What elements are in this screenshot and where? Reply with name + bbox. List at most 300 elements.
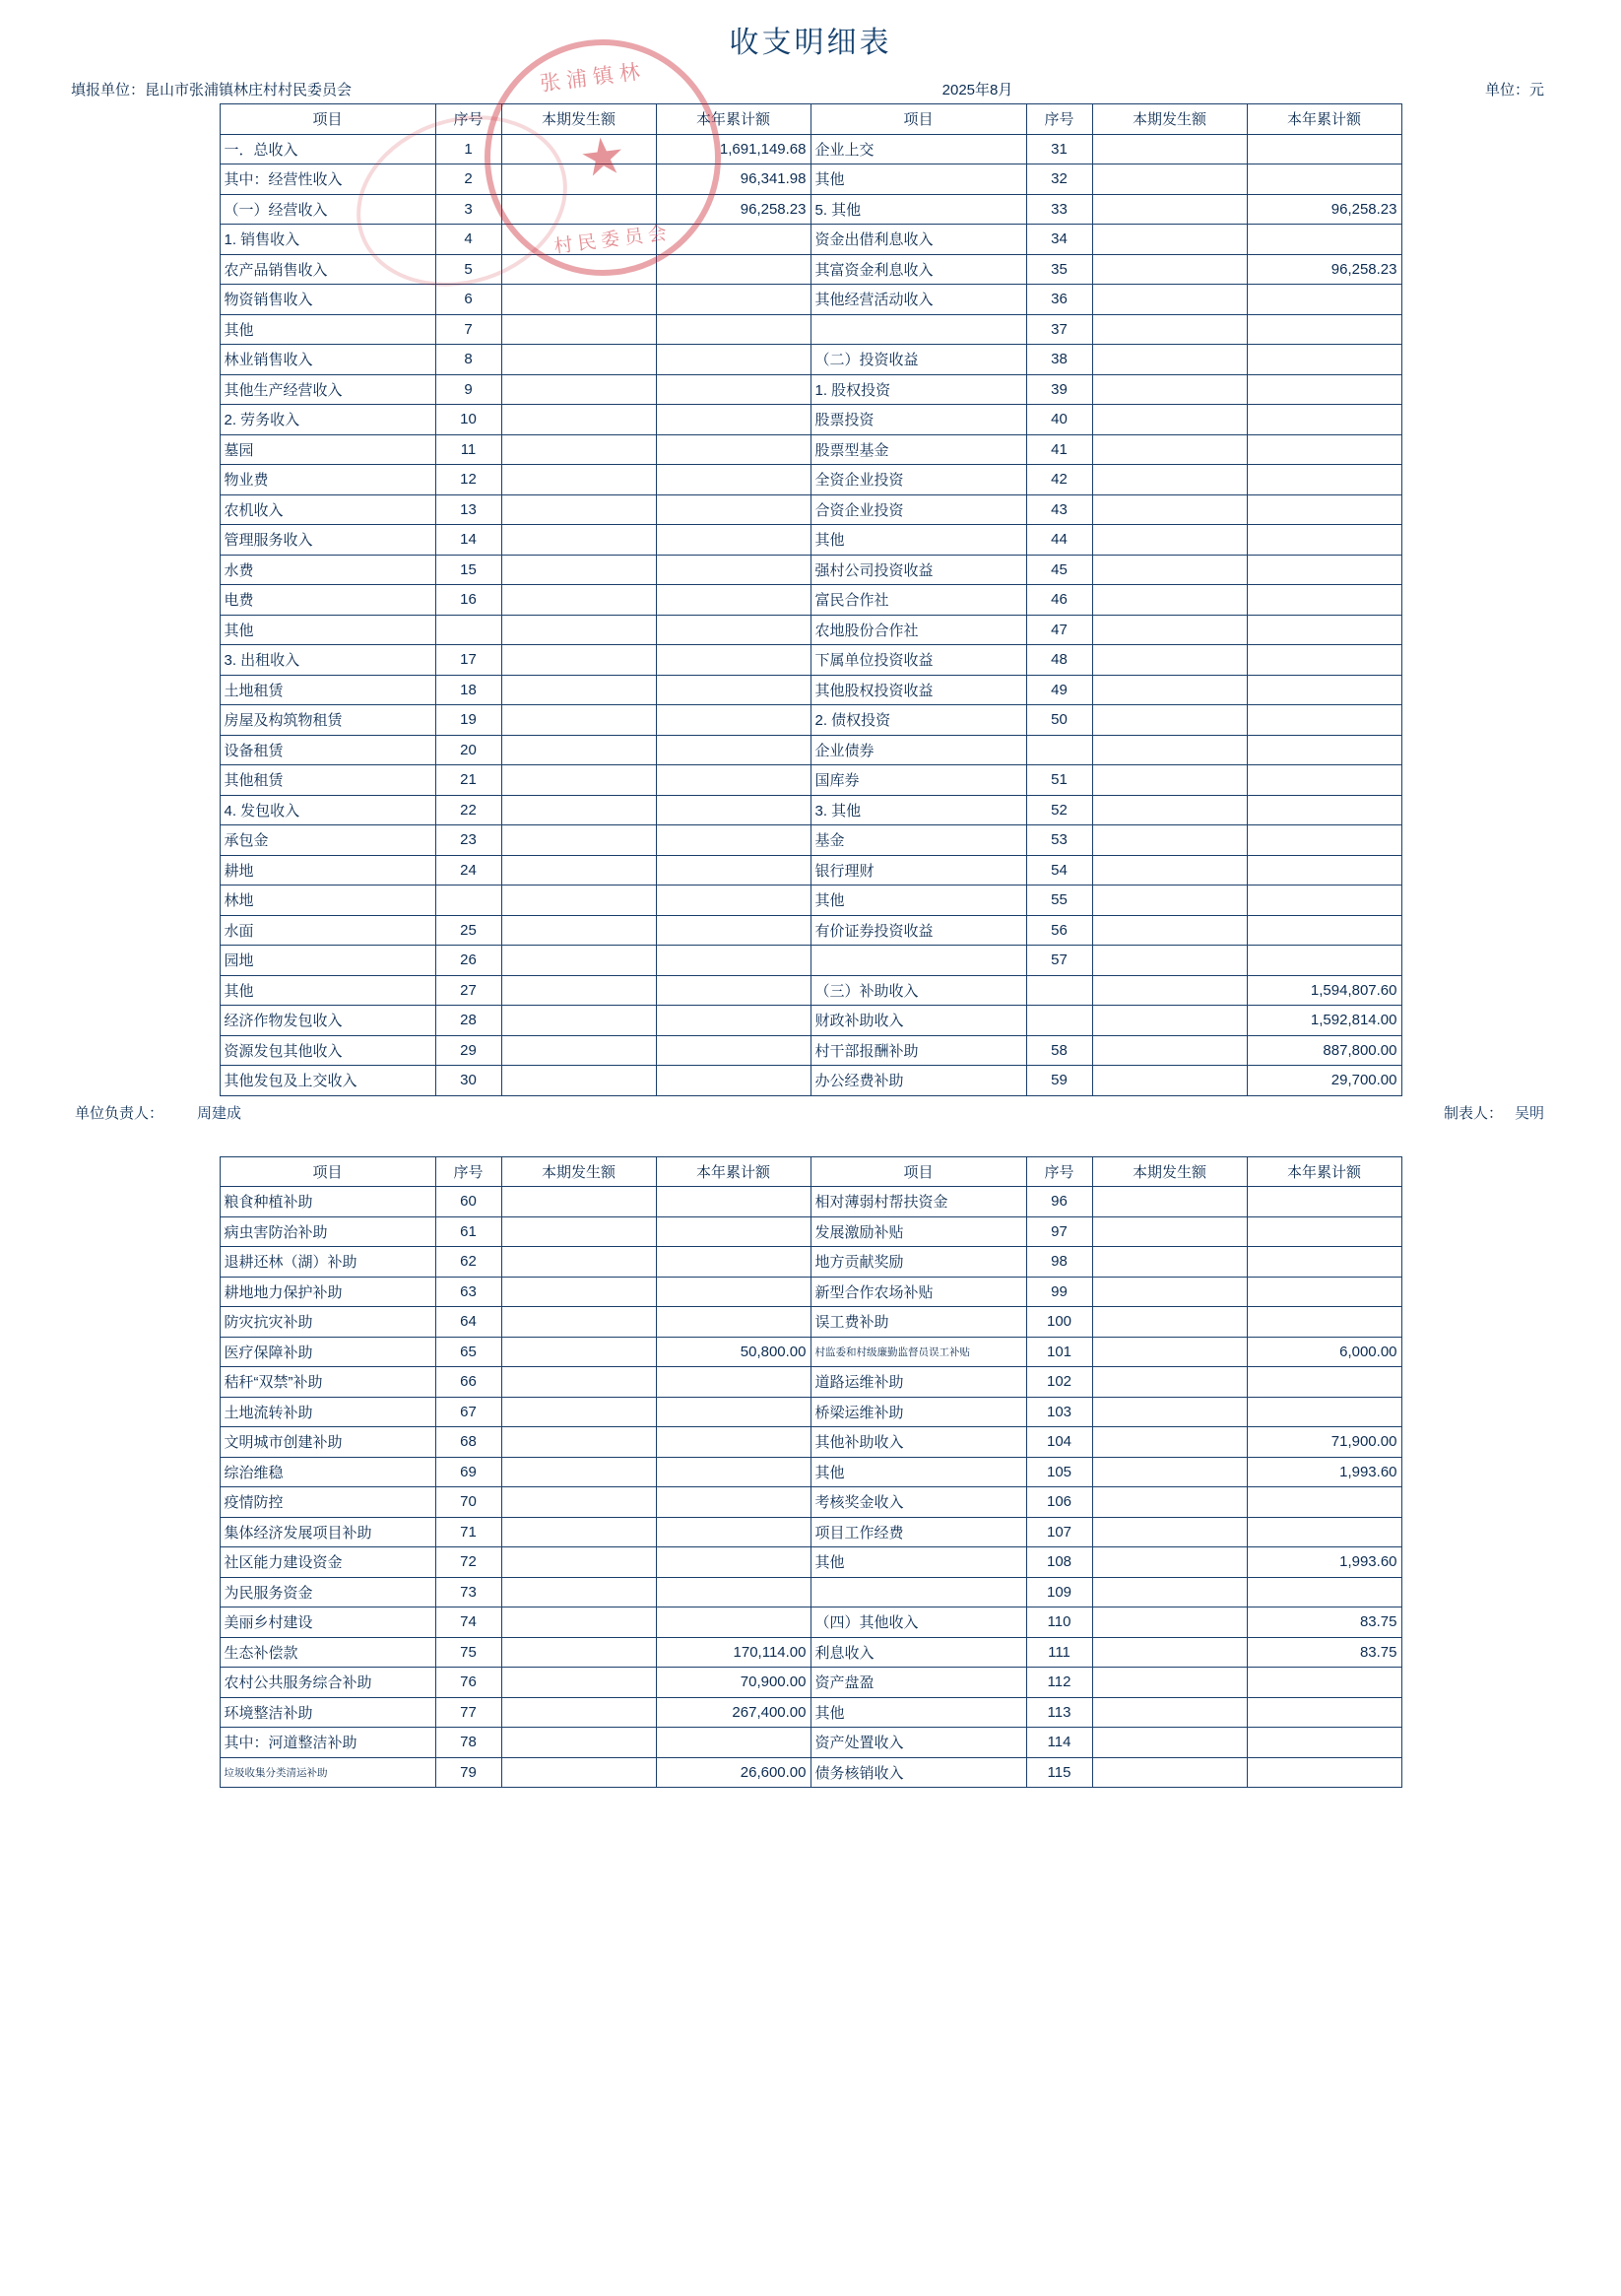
row-seq-no-right: 111 — [1026, 1637, 1092, 1668]
row-item-label-right: 发展激励补贴 — [810, 1216, 1026, 1247]
row-item-label-left: 林地 — [220, 886, 435, 916]
row-accumulated-amount-left — [656, 1307, 810, 1338]
row-accumulated-amount-left: 1,691,149.68 — [656, 134, 810, 164]
preparer-label: 制表人： — [1443, 1104, 1503, 1122]
row-current-amount-left — [501, 254, 656, 285]
row-current-amount-left — [501, 374, 656, 405]
seal-bottom-text: 村民委员会 — [552, 223, 674, 258]
row-seq-no-left: 60 — [435, 1187, 501, 1217]
row-item-label-left: 病虫害防治补助 — [220, 1216, 435, 1247]
table-row — [220, 525, 1401, 556]
row-current-amount-right — [1092, 374, 1247, 405]
row-item-label-left: 生态补偿款 — [220, 1637, 435, 1668]
row-accumulated-amount-left — [656, 465, 810, 495]
row-item-label-right: 新型合作农场补贴 — [810, 1277, 1026, 1307]
header-current-left-2: 本期发生额 — [501, 1156, 656, 1187]
row-seq-no-left: 68 — [435, 1427, 501, 1458]
row-current-amount-right — [1092, 1607, 1247, 1638]
table-row — [220, 194, 1401, 225]
header-accumulated-right-2: 本年累计额 — [1247, 1156, 1401, 1187]
row-item-label-right: 企业上交 — [810, 134, 1026, 164]
row-item-label-right — [810, 1577, 1026, 1607]
row-accumulated-amount-left: 96,341.98 — [656, 164, 810, 195]
row-seq-no-right: 37 — [1026, 314, 1092, 345]
row-current-amount-left — [501, 585, 656, 616]
table-row — [220, 735, 1401, 765]
row-current-amount-left — [501, 1547, 656, 1578]
table-row — [220, 1668, 1401, 1698]
row-current-amount-right — [1092, 645, 1247, 676]
row-item-label-left: 其他 — [220, 975, 435, 1006]
row-current-amount-right — [1092, 585, 1247, 616]
row-item-label-left: 园地 — [220, 946, 435, 976]
row-item-label-right: 考核奖金收入 — [810, 1487, 1026, 1518]
row-current-amount-left — [501, 765, 656, 796]
row-seq-no-right: 31 — [1026, 134, 1092, 164]
row-accumulated-amount-right: 1,993.60 — [1247, 1457, 1401, 1487]
row-seq-no-left: 75 — [435, 1637, 501, 1668]
row-current-amount-left — [501, 1247, 656, 1278]
table-row — [220, 1367, 1401, 1398]
row-current-amount-left — [501, 1487, 656, 1518]
row-current-amount-left — [501, 225, 656, 255]
row-current-amount-left — [501, 675, 656, 705]
table-row — [220, 1577, 1401, 1607]
row-current-amount-right — [1092, 1337, 1247, 1367]
row-accumulated-amount-right — [1247, 1728, 1401, 1758]
table-row — [220, 1006, 1401, 1036]
row-current-amount-left — [501, 1637, 656, 1668]
row-current-amount-right — [1092, 1547, 1247, 1578]
row-accumulated-amount-left — [656, 1006, 810, 1036]
row-item-label-left: 物资销售收入 — [220, 285, 435, 315]
row-item-label-left: 经济作物发包收入 — [220, 1006, 435, 1036]
row-current-amount-right — [1092, 705, 1247, 736]
row-seq-no-right: 97 — [1026, 1216, 1092, 1247]
table-row — [220, 405, 1401, 435]
row-item-label-left: 农产品销售收入 — [220, 254, 435, 285]
row-seq-no-right: 56 — [1026, 915, 1092, 946]
table-row — [220, 855, 1401, 886]
row-seq-no-right: 57 — [1026, 946, 1092, 976]
table-row — [220, 254, 1401, 285]
row-current-amount-left — [501, 1397, 656, 1427]
row-current-amount-right — [1092, 285, 1247, 315]
row-seq-no-left: 29 — [435, 1035, 501, 1066]
row-item-label-right — [810, 946, 1026, 976]
row-accumulated-amount-right — [1247, 1487, 1401, 1518]
row-current-amount-right — [1092, 164, 1247, 195]
table-row — [220, 1487, 1401, 1518]
table-row — [220, 1697, 1401, 1728]
table-row — [220, 645, 1401, 676]
table-row — [220, 225, 1401, 255]
row-item-label-right: 债务核销收入 — [810, 1757, 1026, 1788]
header-accumulated-right: 本年累计额 — [1247, 104, 1401, 135]
row-current-amount-left — [501, 194, 656, 225]
header-accumulated-left-2: 本年累计额 — [656, 1156, 810, 1187]
table-row — [220, 1187, 1401, 1217]
row-seq-no-right: 34 — [1026, 225, 1092, 255]
row-accumulated-amount-left — [656, 314, 810, 345]
row-accumulated-amount-right — [1247, 314, 1401, 345]
row-seq-no-left: 25 — [435, 915, 501, 946]
row-item-label-left: 秸秆“双禁”补助 — [220, 1367, 435, 1398]
row-item-label-right: 资产盘盈 — [810, 1668, 1026, 1698]
row-item-label-left: 其中：经营性收入 — [220, 164, 435, 195]
table-row — [220, 795, 1401, 825]
row-accumulated-amount-left — [656, 795, 810, 825]
income-detail-table-part2 — [220, 1156, 1402, 1789]
row-item-label-right: 合资企业投资 — [810, 494, 1026, 525]
row-seq-no-right: 52 — [1026, 795, 1092, 825]
row-current-amount-left — [501, 1337, 656, 1367]
row-seq-no-left: 27 — [435, 975, 501, 1006]
row-seq-no-right: 107 — [1026, 1517, 1092, 1547]
row-accumulated-amount-left — [656, 585, 810, 616]
row-current-amount-left — [501, 615, 656, 645]
row-item-label-left: 物业费 — [220, 465, 435, 495]
row-accumulated-amount-left — [656, 615, 810, 645]
row-item-label-right: 其他 — [810, 886, 1026, 916]
row-item-label-left: 土地流转补助 — [220, 1397, 435, 1427]
row-accumulated-amount-left — [656, 555, 810, 585]
row-current-amount-left — [501, 345, 656, 375]
row-current-amount-right — [1092, 735, 1247, 765]
row-current-amount-right — [1092, 194, 1247, 225]
row-current-amount-left — [501, 1457, 656, 1487]
signature-row-1 — [75, 1102, 1544, 1123]
row-item-label-right: （三）补助收入 — [810, 975, 1026, 1006]
row-seq-no-right: 114 — [1026, 1728, 1092, 1758]
row-accumulated-amount-left — [656, 405, 810, 435]
row-seq-no-right: 96 — [1026, 1187, 1092, 1217]
row-accumulated-amount-right: 83.75 — [1247, 1607, 1401, 1638]
row-accumulated-amount-right — [1247, 1668, 1401, 1698]
row-accumulated-amount-left: 267,400.00 — [656, 1697, 810, 1728]
row-current-amount-left — [501, 1307, 656, 1338]
row-accumulated-amount-left — [656, 825, 810, 856]
row-seq-no-left: 78 — [435, 1728, 501, 1758]
row-accumulated-amount-left — [656, 1247, 810, 1278]
row-current-amount-right — [1092, 1637, 1247, 1668]
row-accumulated-amount-right — [1247, 225, 1401, 255]
reporting-unit — [71, 79, 352, 99]
row-item-label-left: 2. 劳务收入 — [220, 405, 435, 435]
row-accumulated-amount-left: 50,800.00 — [656, 1337, 810, 1367]
row-seq-no-left: 14 — [435, 525, 501, 556]
row-current-amount-right — [1092, 1035, 1247, 1066]
row-item-label-left: 环境整洁补助 — [220, 1697, 435, 1728]
row-seq-no-right: 40 — [1026, 405, 1092, 435]
row-accumulated-amount-left — [656, 705, 810, 736]
table-row — [220, 765, 1401, 796]
row-current-amount-right — [1092, 1307, 1247, 1338]
row-current-amount-right — [1092, 314, 1247, 345]
row-current-amount-left — [501, 1187, 656, 1217]
row-accumulated-amount-right — [1247, 1517, 1401, 1547]
row-accumulated-amount-left — [656, 675, 810, 705]
row-seq-no-left: 19 — [435, 705, 501, 736]
row-item-label-right: 其他 — [810, 164, 1026, 195]
row-item-label-right: 股票型基金 — [810, 434, 1026, 465]
row-current-amount-right — [1092, 465, 1247, 495]
row-item-label-left: 其他 — [220, 314, 435, 345]
row-current-amount-right — [1092, 946, 1247, 976]
row-accumulated-amount-left: 96,258.23 — [656, 194, 810, 225]
row-accumulated-amount-left — [656, 1427, 810, 1458]
row-current-amount-right — [1092, 434, 1247, 465]
row-seq-no-right: 54 — [1026, 855, 1092, 886]
row-seq-no-right: 42 — [1026, 465, 1092, 495]
row-current-amount-left — [501, 795, 656, 825]
row-item-label-left: 管理服务收入 — [220, 525, 435, 556]
table-row — [220, 134, 1401, 164]
row-item-label-right: 其他补助收入 — [810, 1427, 1026, 1458]
row-current-amount-right — [1092, 134, 1247, 164]
row-seq-no-right: 106 — [1026, 1487, 1092, 1518]
row-seq-no-left: 72 — [435, 1547, 501, 1578]
row-item-label-left: 4. 发包收入 — [220, 795, 435, 825]
row-accumulated-amount-right — [1247, 615, 1401, 645]
row-accumulated-amount-right — [1247, 886, 1401, 916]
row-seq-no-right — [1026, 735, 1092, 765]
row-accumulated-amount-right: 1,592,814.00 — [1247, 1006, 1401, 1036]
row-item-label-right: （二）投资收益 — [810, 345, 1026, 375]
row-item-label-right: 误工费补助 — [810, 1307, 1026, 1338]
table-row — [220, 434, 1401, 465]
row-current-amount-right — [1092, 1697, 1247, 1728]
row-item-label-right: 股票投资 — [810, 405, 1026, 435]
row-seq-no-right: 59 — [1026, 1066, 1092, 1096]
row-current-amount-right — [1092, 555, 1247, 585]
row-current-amount-right — [1092, 765, 1247, 796]
table-row — [220, 675, 1401, 705]
row-accumulated-amount-right — [1247, 1216, 1401, 1247]
row-current-amount-right — [1092, 1216, 1247, 1247]
row-seq-no-left: 23 — [435, 825, 501, 856]
row-seq-no-left: 6 — [435, 285, 501, 315]
row-accumulated-amount-left — [656, 1457, 810, 1487]
row-seq-no-right: 100 — [1026, 1307, 1092, 1338]
row-seq-no-right: 39 — [1026, 374, 1092, 405]
row-seq-no-right: 99 — [1026, 1277, 1092, 1307]
row-seq-no-right: 112 — [1026, 1668, 1092, 1698]
row-item-label-right: （四）其他收入 — [810, 1607, 1026, 1638]
row-item-label-right: 办公经费补助 — [810, 1066, 1026, 1096]
row-seq-no-left: 1 — [435, 134, 501, 164]
row-accumulated-amount-right — [1247, 915, 1401, 946]
row-accumulated-amount-right — [1247, 555, 1401, 585]
row-seq-no-right: 49 — [1026, 675, 1092, 705]
row-item-label-left: 综治维稳 — [220, 1457, 435, 1487]
header-item-right: 项目 — [810, 104, 1026, 135]
row-item-label-left: 其他租赁 — [220, 765, 435, 796]
row-item-label-right: 基金 — [810, 825, 1026, 856]
row-seq-no-right: 53 — [1026, 825, 1092, 856]
row-seq-no-left: 24 — [435, 855, 501, 886]
header-current-right: 本期发生额 — [1092, 104, 1247, 135]
row-accumulated-amount-left — [656, 1216, 810, 1247]
report-period: 2025年8月 — [941, 82, 1013, 98]
meta-row — [71, 79, 1544, 99]
row-item-label-right: 村监委和村级廉勤监督员误工补贴 — [810, 1337, 1026, 1367]
row-item-label-left: 墓园 — [220, 434, 435, 465]
row-current-amount-left — [501, 1035, 656, 1066]
row-item-label-right: 利息收入 — [810, 1637, 1026, 1668]
row-seq-no-right: 104 — [1026, 1427, 1092, 1458]
table-row — [220, 705, 1401, 736]
row-current-amount-right — [1092, 975, 1247, 1006]
row-accumulated-amount-left: 170,114.00 — [656, 1637, 810, 1668]
row-item-label-right: 资金出借利息收入 — [810, 225, 1026, 255]
row-accumulated-amount-left — [656, 1607, 810, 1638]
header-accumulated-left: 本年累计额 — [656, 104, 810, 135]
row-item-label-right: 地方贡献奖励 — [810, 1247, 1026, 1278]
row-accumulated-amount-left — [656, 434, 810, 465]
row-current-amount-right — [1092, 825, 1247, 856]
row-item-label-left: 一．总收入 — [220, 134, 435, 164]
row-accumulated-amount-right: 1,993.60 — [1247, 1547, 1401, 1578]
row-current-amount-right — [1092, 795, 1247, 825]
row-accumulated-amount-right: 83.75 — [1247, 1637, 1401, 1668]
row-accumulated-amount-right — [1247, 374, 1401, 405]
row-item-label-right: 其他 — [810, 525, 1026, 556]
row-accumulated-amount-left: 70,900.00 — [656, 1668, 810, 1698]
row-seq-no-right: 58 — [1026, 1035, 1092, 1066]
row-item-label-right: 有价证券投资收益 — [810, 915, 1026, 946]
row-item-label-right: 其他 — [810, 1457, 1026, 1487]
table-row — [220, 1066, 1401, 1096]
row-current-amount-left — [501, 465, 656, 495]
row-seq-no-right: 103 — [1026, 1397, 1092, 1427]
row-item-label-left: 集体经济发展项目补助 — [220, 1517, 435, 1547]
table-row — [220, 1427, 1401, 1458]
row-accumulated-amount-left — [656, 1547, 810, 1578]
row-item-label-left: 农村公共服务综合补助 — [220, 1668, 435, 1698]
row-accumulated-amount-right — [1247, 494, 1401, 525]
row-item-label-left: 其他生产经营收入 — [220, 374, 435, 405]
reporting-unit-label: 填报单位： — [71, 82, 146, 98]
header-item-right-2: 项目 — [810, 1156, 1026, 1187]
row-item-label-left: 文明城市创建补助 — [220, 1427, 435, 1458]
row-current-amount-right — [1092, 1728, 1247, 1758]
row-item-label-left: 承包金 — [220, 825, 435, 856]
row-accumulated-amount-right — [1247, 1367, 1401, 1398]
row-seq-no-right: 110 — [1026, 1607, 1092, 1638]
row-accumulated-amount-left — [656, 1577, 810, 1607]
row-current-amount-left — [501, 825, 656, 856]
row-item-label-left: 林业销售收入 — [220, 345, 435, 375]
row-item-label-left: 3. 出租收入 — [220, 645, 435, 676]
row-item-label-right: 企业债券 — [810, 735, 1026, 765]
table-row — [220, 1216, 1401, 1247]
row-item-label-left: 其他发包及上交收入 — [220, 1066, 435, 1096]
row-seq-no-right: 46 — [1026, 585, 1092, 616]
responsible-person — [75, 1102, 241, 1123]
row-item-label-left: 其中：河道整洁补助 — [220, 1728, 435, 1758]
row-item-label-right: 桥梁运维补助 — [810, 1397, 1026, 1427]
row-accumulated-amount-right — [1247, 1187, 1401, 1217]
row-item-label-left: 资源发包其他收入 — [220, 1035, 435, 1066]
row-item-label-right: 国库券 — [810, 765, 1026, 796]
table-row — [220, 1547, 1401, 1578]
row-item-label-left: 社区能力建设资金 — [220, 1547, 435, 1578]
row-current-amount-left — [501, 1066, 656, 1096]
row-seq-no-left: 62 — [435, 1247, 501, 1278]
row-current-amount-left — [501, 1006, 656, 1036]
row-seq-no-left: 74 — [435, 1607, 501, 1638]
row-current-amount-right — [1092, 1247, 1247, 1278]
row-current-amount-right — [1092, 1367, 1247, 1398]
row-current-amount-left — [501, 915, 656, 946]
row-current-amount-left — [501, 1517, 656, 1547]
row-item-label-left: 1. 销售收入 — [220, 225, 435, 255]
row-item-label-right: 2. 债权投资 — [810, 705, 1026, 736]
row-seq-no-left: 79 — [435, 1757, 501, 1788]
row-item-label-right: 其富资金利息收入 — [810, 254, 1026, 285]
row-accumulated-amount-right: 29,700.00 — [1247, 1066, 1401, 1096]
row-accumulated-amount-left — [656, 886, 810, 916]
table-row — [220, 1277, 1401, 1307]
row-accumulated-amount-right — [1247, 585, 1401, 616]
row-item-label-left: 退耕还林（湖）补助 — [220, 1247, 435, 1278]
header-no-left: 序号 — [435, 104, 501, 135]
row-accumulated-amount-right — [1247, 285, 1401, 315]
table-row — [220, 164, 1401, 195]
row-item-label-right: 全资企业投资 — [810, 465, 1026, 495]
row-current-amount-left — [501, 134, 656, 164]
row-current-amount-right — [1092, 1517, 1247, 1547]
row-accumulated-amount-left — [656, 1397, 810, 1427]
row-item-label-right: 道路运维补助 — [810, 1367, 1026, 1398]
row-seq-no-left: 77 — [435, 1697, 501, 1728]
table-header-row — [220, 104, 1401, 135]
row-accumulated-amount-right — [1247, 405, 1401, 435]
row-current-amount-left — [501, 1757, 656, 1788]
row-current-amount-right — [1092, 494, 1247, 525]
row-current-amount-right — [1092, 915, 1247, 946]
row-accumulated-amount-left — [656, 1728, 810, 1758]
row-current-amount-left — [501, 1728, 656, 1758]
row-seq-no-right: 36 — [1026, 285, 1092, 315]
row-current-amount-right — [1092, 1187, 1247, 1217]
row-item-label-right: 其他经营活动收入 — [810, 285, 1026, 315]
row-item-label-right: 强村公司投资收益 — [810, 555, 1026, 585]
row-item-label-right: 5. 其他 — [810, 194, 1026, 225]
row-seq-no-left: 30 — [435, 1066, 501, 1096]
header-current-left: 本期发生额 — [501, 104, 656, 135]
row-current-amount-right — [1092, 675, 1247, 705]
row-seq-no-left: 69 — [435, 1457, 501, 1487]
row-current-amount-left — [501, 1577, 656, 1607]
row-seq-no-right: 33 — [1026, 194, 1092, 225]
row-current-amount-left — [501, 946, 656, 976]
row-accumulated-amount-left — [656, 975, 810, 1006]
table-row — [220, 1247, 1401, 1278]
row-current-amount-left — [501, 555, 656, 585]
row-seq-no-left: 70 — [435, 1487, 501, 1518]
row-seq-no-right: 105 — [1026, 1457, 1092, 1487]
row-current-amount-left — [501, 645, 656, 676]
table-row — [220, 1607, 1401, 1638]
row-seq-no-right: 101 — [1026, 1337, 1092, 1367]
row-seq-no-right: 47 — [1026, 615, 1092, 645]
row-current-amount-left — [501, 285, 656, 315]
table-header-row — [220, 1156, 1401, 1187]
table-row — [220, 825, 1401, 856]
row-current-amount-right — [1092, 1577, 1247, 1607]
